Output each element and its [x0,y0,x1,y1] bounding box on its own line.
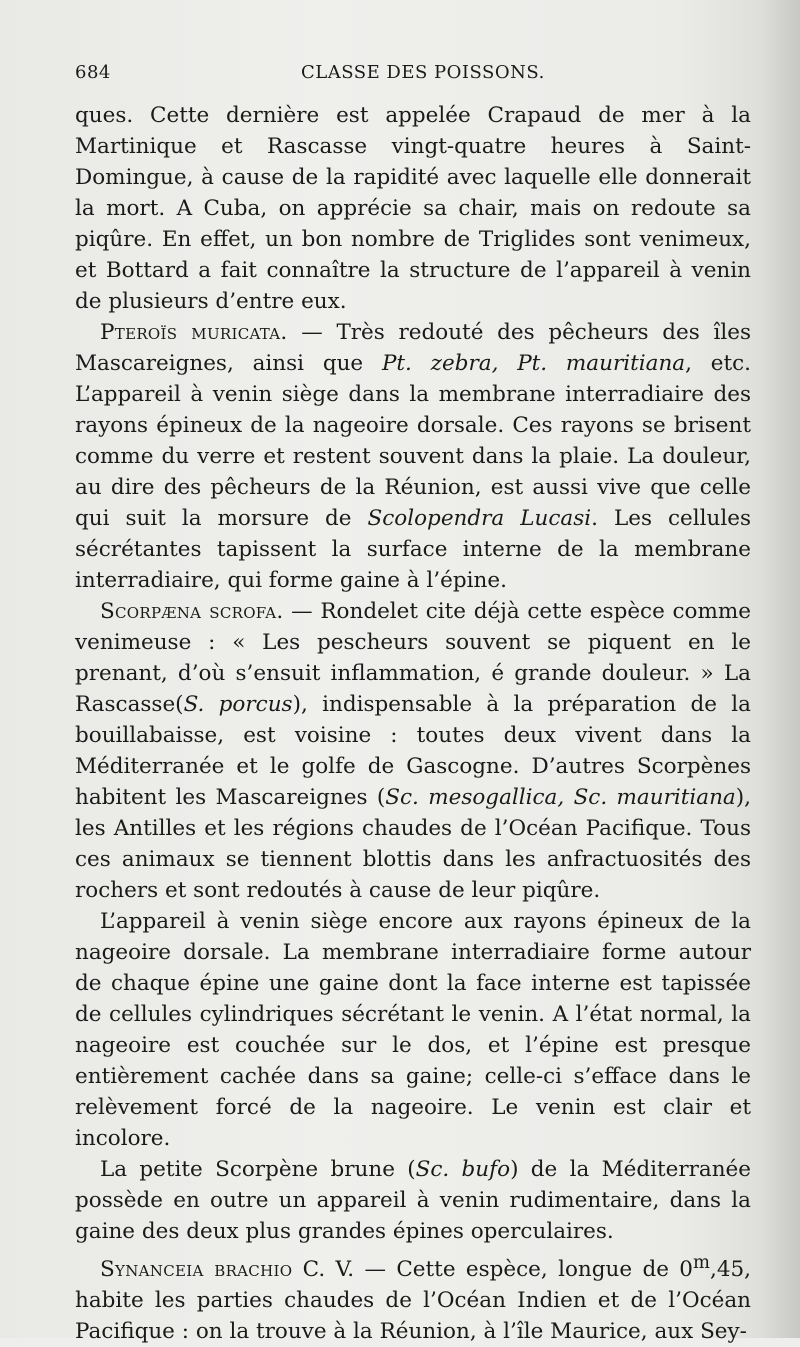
paragraph-3-text-1: — Rondelet cite déjà cette espèce comme venimeuse : « Les pescheurs souvent se piquent en le prenant, d’où s’ensuit inflammation, é grande douleur. » La Rascasse( [75,599,751,717]
paragraph-2-italic-1: Pt. zebra, Pt. mauritiana [381,351,686,376]
paragraph-4: L’appareil à venin siège encore aux rayons épineux de la nageoire dorsale. La membrane interradiaire forme autour de chaque épine une gaine dont la face interne est tapissée de cellules cylindriques sécrétant le venin. A l’état normal, la nageoire est couchée sur le dos, et l’épine est presque entièrement cachée dans sa gaine; celle-ci s’efface dans le relèvement forcé de la nageoire. Le venin est clair et incolore. [75,909,751,1151]
paragraph-3-italic-2: Sc. mesogallica, Sc. mauritiana [385,785,736,810]
paragraph-2 [75,317,751,596]
paragraph-2-text-1: — Très redouté des pêcheurs des îles Mascareignes, ainsi que [75,320,751,376]
paragraph-1: ques. Cette dernière est appelée Crapaud de mer à la Martinique et Rascasse vingt-quatre heures à Saint-Domingue, à cause de la rapidité avec laquelle elle donnerait la mort. A Cuba, on apprécie sa chair, mais on redoute sa piqûre. En effet, un bon nombre de Triglides sont venimeux, et Bottard a fait connaître la structure de l’appareil à venin de plusieurs d’entre eux. [75,103,751,314]
paragraph-2-text-2: , etc. L’appareil à venin siège dans la membrane interradiaire des rayons épineux de la nageoire dorsale. Ces rayons se brisent comme du verre et restent souvent dans la plaie. La douleur, au dire des pêcheurs de la Réunion, est aussi vive que celle qui suit la morsure de [75,351,751,531]
page-header [75,62,755,90]
page-number: 684 [75,62,111,83]
body-text [75,100,751,1347]
species-heading-pterois: Pteroïs muricata. [100,320,288,345]
species-heading-synanceia: Synanceia brachio [100,1257,293,1283]
meter-superscript: m [693,1252,710,1273]
paragraph-3-italic-1: S. porcus [183,692,293,717]
paragraph-5-text-1: La petite Scorpène brune ( [100,1157,416,1182]
paragraph-5-text-2: ) de la Méditerranée possède en outre un appareil à venin rudimentaire, dans la gaine des deux plus grandes épines operculaires. [75,1157,751,1244]
running-title: CLASSE DES POISSONS. [301,62,545,83]
paragraph-6 [75,1247,751,1347]
paragraph-6-text-1: C. V. — Cette espèce, longue de 0 [292,1257,693,1283]
paragraph-3-text-3: ), les Antilles et les régions chaudes de l’Océan Pacifique. Tous ces animaux se tiennent blottis dans les anfractuosités des rochers et sont redoutés à cause de leur piqûre. [75,785,751,903]
paragraph-3 [75,596,751,906]
page-edge-shadow [760,0,800,1338]
paragraph-5 [75,1154,751,1247]
paragraph-6-text-2: ,45, habite les parties chaudes de l’Océan Indien et de l’Océan Pacifique : on la trouve à la Réunion, à l’île Maurice, aux Sey- [75,1257,752,1345]
paragraph-2-text-3: . Les cellules sécrétantes tapissent la surface interne de la membrane interradiaire, qui forme gaine à l’épine. [75,506,751,593]
species-heading-scorpaena: Scorpæna scrofa. [100,599,284,624]
paragraph-2-italic-2: Scolopendra Lucasi [367,506,592,531]
paragraph-3-text-2: ), indispensable à la préparation de la bouillabaisse, est voisine : toutes deux vivent dans la Méditerranée et le golfe de Gascogne. D’autres Scorpènes habitent les Mascareignes ( [75,692,751,810]
paragraph-5-italic-1: Sc. bufo [415,1157,511,1182]
